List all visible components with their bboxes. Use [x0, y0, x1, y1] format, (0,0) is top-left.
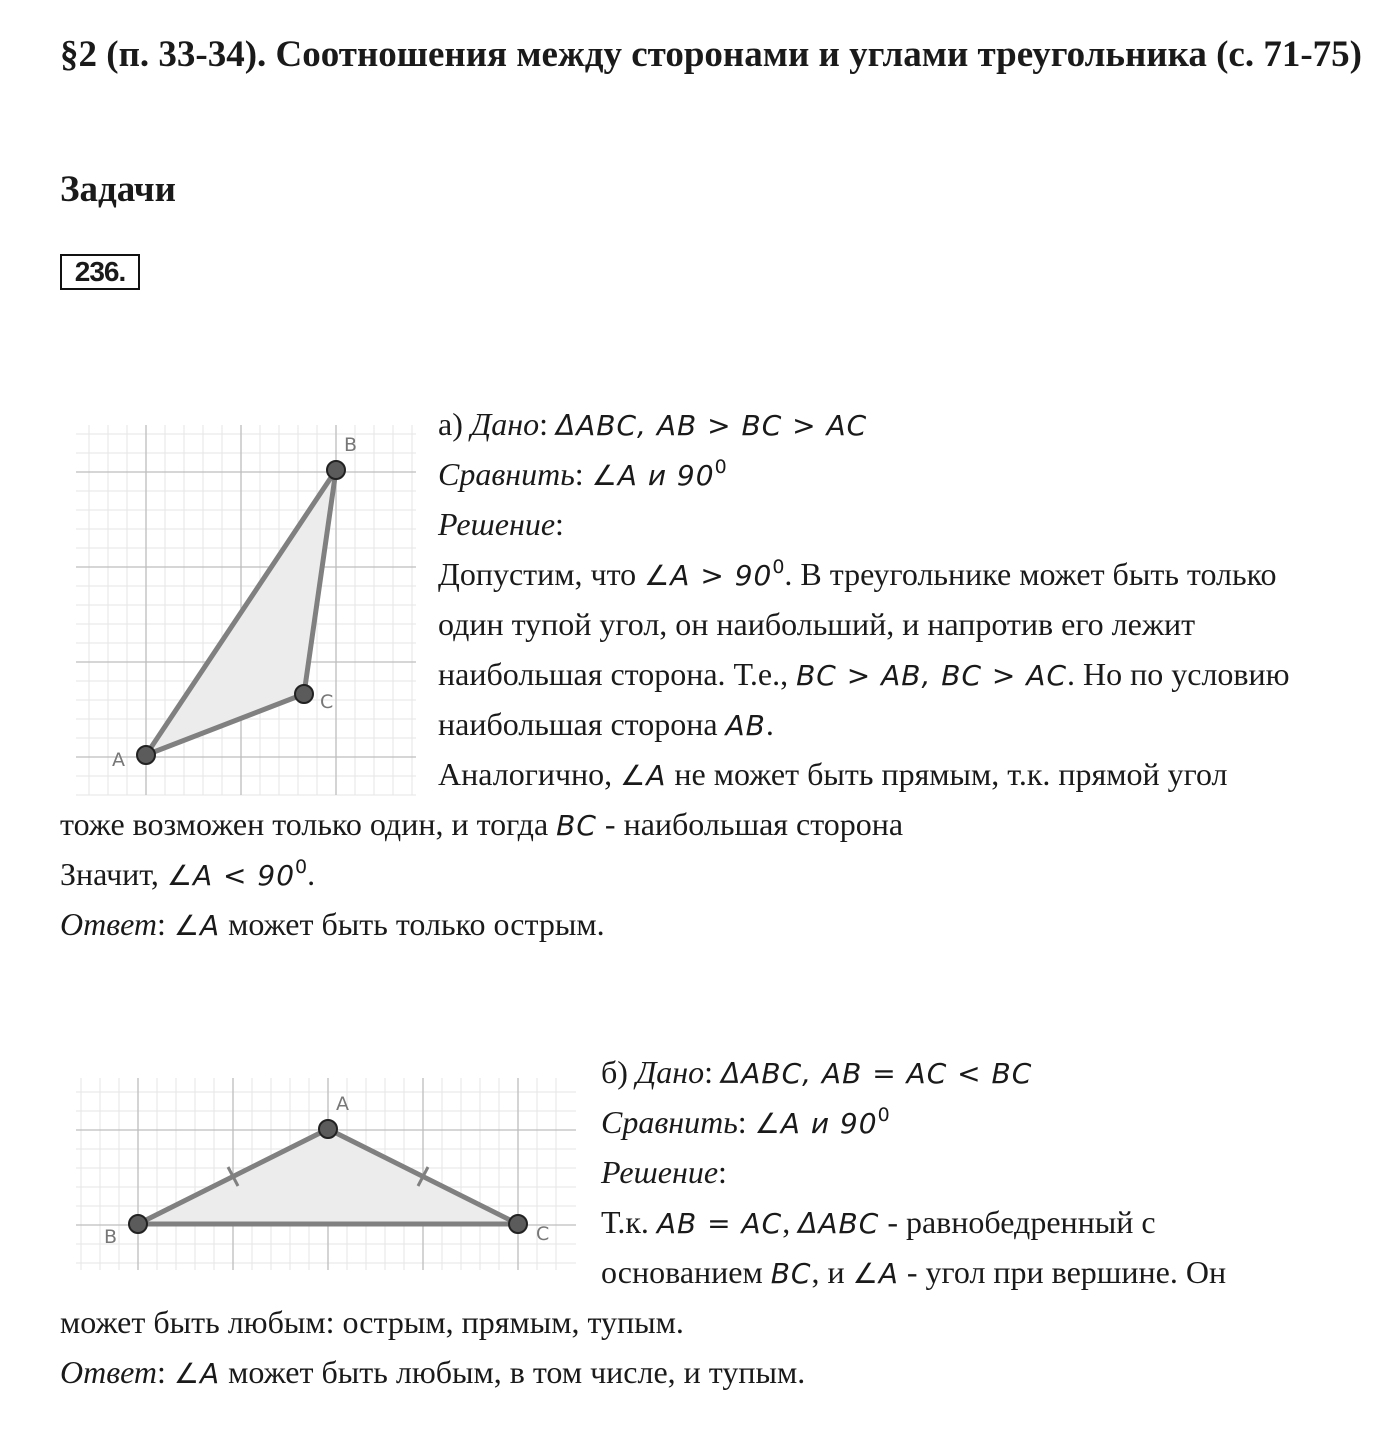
part-b-answer: Ответ: ∠A может быть любым, в том числе, и тупым. — [60, 1354, 806, 1390]
part-a-line4: наибольшая сторона AB. — [438, 706, 774, 742]
part-a-solution-label: Решение: — [438, 506, 564, 542]
problem-number: 236. — [60, 254, 140, 290]
label-a: A — [112, 749, 125, 771]
figure-b-triangle — [76, 1078, 576, 1278]
part-b-compare: Сравнить: ∠A и $90^0$ — [601, 1104, 890, 1140]
part-a-line6: тоже возможен только один, и тогда BC - наибольшая сторона — [60, 806, 904, 842]
label-b: B — [344, 434, 358, 456]
vertex-b-a — [319, 1120, 337, 1138]
part-b-given: б) Дано: ΔABC, AB = AC < BC — [601, 1054, 1033, 1090]
vertex-a — [137, 746, 155, 764]
part-a-conclusion: Значит, ∠A < $90^0$. — [60, 856, 316, 892]
part-b-line1: Т.к. AB = AC, ΔABC - равнобедренный с — [601, 1204, 1156, 1240]
part-a-line3: наибольшая сторона. Т.е., BC > AB, BC > AC. Но по условию — [438, 656, 1290, 692]
section-heading: Задачи — [60, 169, 176, 210]
part-a-answer: Ответ: ∠A может быть только острым. — [60, 906, 605, 942]
part-b-line2: основанием BC, и ∠A - угол при вершине. Он — [601, 1254, 1227, 1290]
label-b-b: B — [104, 1226, 118, 1248]
part-a-line5: Аналогично, ∠A не может быть прямым, т.к. прямой угол — [438, 756, 1228, 792]
vertex-b — [327, 461, 345, 479]
label-c: C — [320, 691, 334, 713]
part-a-given: а) Дано: ΔABC, AB > BC > AC — [438, 406, 868, 442]
part-a-line2: один тупой угол, он наибольший, и напротив его лежит — [438, 606, 1196, 642]
part-a-line1: Допустим, что ∠A > $90^0$. В треугольнике может быть только — [438, 556, 1277, 592]
vertex-b-c — [509, 1215, 527, 1233]
figure-a-triangle — [76, 425, 416, 805]
vertex-c — [295, 685, 313, 703]
part-b-line3: может быть любым: острым, прямым, тупым. — [60, 1304, 684, 1340]
vertex-b-b — [129, 1215, 147, 1233]
label-b-c: C — [536, 1223, 550, 1245]
part-b-solution-label: Решение: — [601, 1154, 727, 1190]
page-title: §2 (п. 33-34). Соотношения между сторонами и углами треугольника (с. 71-75) — [60, 34, 1362, 75]
label-b-a: A — [336, 1093, 349, 1115]
part-a-compare: Сравнить: ∠A и $90^0$ — [438, 456, 727, 492]
